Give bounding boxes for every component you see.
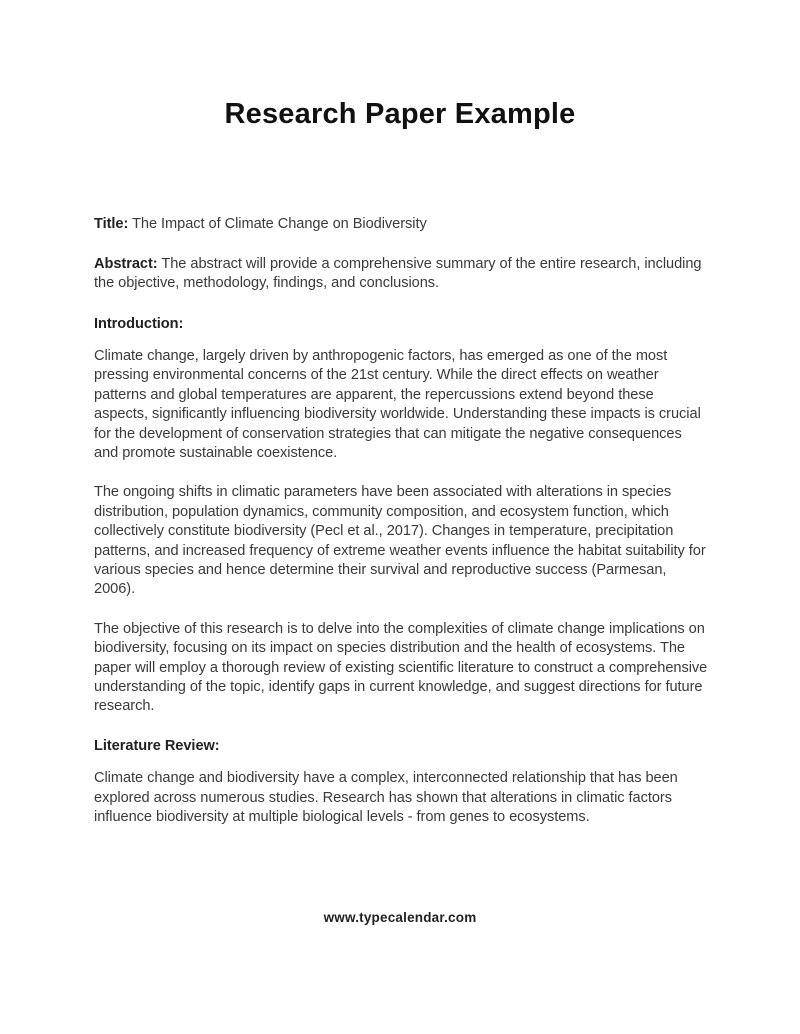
abstract-line xyxy=(94,255,708,294)
introduction-paragraph-3: The objective of this research is to delve into the complexities of climate change implications on biodiversity, focusing on its impact on species distribution and the health of ecosystems. The paper will employ a thorough review of existing scientific literature to construct a comprehensive understanding of the topic, identify gaps in current knowledge, and suggest directions for future research. xyxy=(94,620,708,715)
page-title: Research Paper Example xyxy=(224,98,576,130)
document-body xyxy=(94,215,708,827)
literature-review-paragraph-1: Climate change and biodiversity have a complex, interconnected relationship that has been explored across numerous studies. Research has shown that alterations in climatic factors influence biodiversity at multiple biological levels - from genes to ecosystems. xyxy=(94,770,678,826)
abstract-text: The abstract will provide a comprehensive summary of the entire research, including the objective, methodology, findings, and conclusions. xyxy=(94,255,702,292)
title-text: The Impact of Climate Change on Biodiversity xyxy=(132,216,427,233)
title-label: Title: xyxy=(94,216,129,233)
introduction-paragraph-1: Climate change, largely driven by anthropogenic factors, has emerged as one of the most pressing environmental concerns of the 21st century. While the direct effects on weather patterns and global temperatures are apparent, the repercussions extend beyond these aspects, significantly influencing biodiversity worldwide. Understanding these impacts is crucial for the development of conservation strategies that can mitigate the negative consequences and promote sustainable coexistence. xyxy=(94,347,701,461)
literature-review-heading: Literature Review: xyxy=(94,737,220,754)
introduction-paragraph-2: The ongoing shifts in climatic parameters have been associated with alterations in species distribution, population dynamics, community composition, and ecosystem function, which collectively constitute biodiversity (Pecl et al., 2017). Changes in temperature, precipitation patterns, and increased frequency of extreme weather events influence the habitat suitability for various species and hence determine their survival and reproductive success (Parmesan, 2006). xyxy=(94,484,706,598)
title-line xyxy=(94,215,708,234)
introduction-heading: Introduction: xyxy=(94,315,184,332)
footer-url: www.typecalendar.com xyxy=(323,910,477,925)
abstract-label: Abstract: xyxy=(94,255,158,272)
